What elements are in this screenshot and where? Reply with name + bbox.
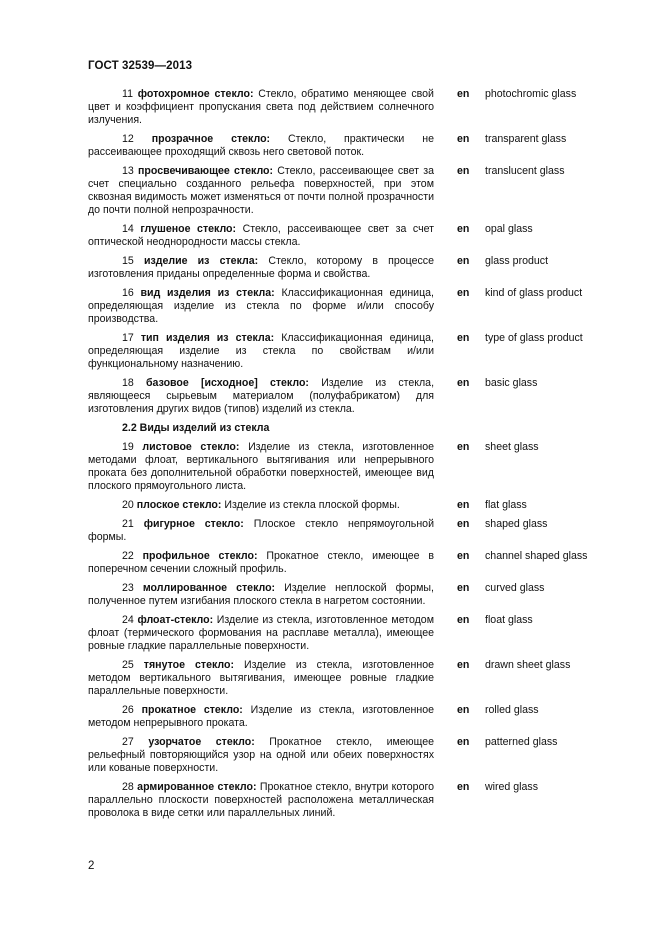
english-equivalent: basic glass (485, 377, 538, 389)
language-code: en (457, 550, 470, 562)
terms-group-kinds (88, 441, 608, 820)
english-equivalent: kind of glass product (485, 287, 583, 299)
term-name: прозрачное стекло: (151, 133, 271, 145)
term-name: тип изделия из стекла: (140, 332, 275, 344)
term-name: профильное стекло: (142, 550, 258, 562)
english-equivalent: flat glass (485, 499, 527, 511)
term-definition (88, 550, 434, 576)
term-definition-text: Прокатное стекло, имеющее в поперечном сечении сложный профиль. (88, 550, 435, 575)
term-definition (88, 133, 434, 159)
language-code: en (457, 165, 470, 177)
term-definition (88, 518, 434, 544)
term-entry (88, 659, 608, 698)
term-definition-text: Изделие из стекла, изготовленное методами флоат, вертикального вытягивания или непрерывного проката без дополнительной обработки поверхностей, имеющее вид плоского прямоугольного листа. (88, 441, 434, 492)
english-equivalent: sheet glass (485, 441, 539, 453)
term-entry (88, 133, 608, 159)
document-header: ГОСТ 32539—2013 (88, 60, 193, 72)
language-code: en (457, 255, 470, 267)
term-name: листовое стекло: (142, 441, 240, 453)
term-number: 13 (122, 165, 134, 177)
language-code: en (457, 287, 470, 299)
term-name: просвечивающее стекло: (138, 165, 274, 177)
term-entry (88, 518, 608, 544)
term-name: плоское стекло: (136, 499, 222, 511)
english-equivalent: shaped glass (485, 518, 548, 530)
language-code: en (457, 332, 470, 344)
term-definition (88, 223, 434, 249)
term-entry (88, 614, 608, 653)
term-definition (88, 441, 434, 493)
term-entry (88, 287, 608, 326)
language-code: en (457, 441, 470, 453)
term-entry (88, 736, 608, 775)
term-definition-text: Классификационная единица, определяющая изделие из стекла по свойствам и/или функциональному назначению. (88, 332, 434, 370)
term-name: вид изделия из стекла: (140, 287, 275, 299)
term-number: 15 (122, 255, 134, 267)
term-number: 22 (122, 550, 134, 562)
term-number: 21 (122, 518, 134, 530)
term-definition (88, 614, 434, 653)
language-code: en (457, 659, 470, 671)
term-definition (88, 499, 434, 512)
term-definition-text: Классификационная единица, определяющая изделие из стекла по форме и/или способу производства. (88, 287, 434, 325)
term-name: базовое [исходное] стекло: (146, 377, 309, 389)
term-number: 20 (122, 499, 134, 511)
language-code: en (457, 704, 470, 716)
term-number: 16 (122, 287, 134, 299)
language-code: en (457, 736, 470, 748)
term-definition-text: Изделие неплоской формы, полученное путем изгибания плоского стекла в нагретом состоянии. (88, 582, 434, 607)
term-definition-text: Плоское стекло непрямоугольной формы. (88, 518, 434, 543)
term-definition (88, 165, 434, 217)
term-entry (88, 781, 608, 820)
term-definition-text: Стекло, рассеивающее свет за счет оптической неоднородности массы стекла. (88, 223, 434, 248)
term-definition-text: Стекло, которому в процессе изготовления приданы определенные форма и свойства. (88, 255, 434, 280)
term-number: 19 (122, 441, 134, 453)
language-code: en (457, 614, 470, 626)
term-entry (88, 704, 608, 730)
language-code: en (457, 377, 470, 389)
term-definition (88, 704, 434, 730)
term-name: прокатное стекло: (141, 704, 243, 716)
english-equivalent: opal glass (485, 223, 533, 235)
term-definition-text: Стекло, обратимо меняющее свой цвет и коэффициент пропускания света под действием солнечного излучения. (88, 88, 434, 126)
term-number: 23 (122, 582, 134, 594)
term-definition-text: Стекло, рассеивающее свет за счет специально созданного рельефа поверхностей, при этом сквозная видимость может изменяться от почти полной прозрачности до почти полной непрозрачности. (88, 165, 434, 216)
term-number: 18 (122, 377, 134, 389)
term-entry (88, 165, 608, 217)
term-definition-text: Прокатное стекло, имеющее рельефный повторяющийся узор на одной или обеих поверхностях или кованые поверхности. (88, 736, 434, 774)
term-definition (88, 377, 434, 416)
term-entry (88, 441, 608, 493)
term-definition (88, 781, 434, 820)
term-entry (88, 377, 608, 416)
english-equivalent: channel shaped glass (485, 550, 588, 562)
language-code: en (457, 582, 470, 594)
english-equivalent: photochromic glass (485, 88, 577, 100)
term-definition (88, 736, 434, 775)
english-equivalent: type of glass product (485, 332, 583, 344)
term-name: моллированное стекло: (142, 582, 276, 594)
term-number: 24 (122, 614, 134, 626)
language-code: en (457, 518, 470, 530)
english-equivalent: glass product (485, 255, 549, 267)
term-number: 11 (122, 88, 133, 100)
english-equivalent: transparent glass (485, 133, 567, 145)
term-definition-text: Изделие из стекла, изготовленное методом вертикального вытягивания, имеющее ровные гладкие параллельные поверхности. (88, 659, 434, 697)
term-definition-text: Стекло, практически не рассеивающее проходящий сквозь него световой поток. (88, 133, 434, 158)
term-number: 27 (122, 736, 134, 748)
term-name: фигурное стекло: (143, 518, 244, 530)
term-definition (88, 287, 434, 326)
term-entry (88, 332, 608, 371)
term-name: армированное стекло: (137, 781, 257, 793)
term-number: 25 (122, 659, 134, 671)
english-equivalent: float glass (485, 614, 533, 626)
term-entry (88, 255, 608, 281)
term-entry (88, 582, 608, 608)
term-name: фотохромное стекло: (137, 88, 254, 100)
term-definition-text: Изделие из стекла плоской формы. (224, 499, 400, 511)
term-definition-text: Изделие из стекла, изготовленное методом непрерывного проката. (88, 704, 434, 729)
terms-list (88, 88, 608, 826)
term-name: изделие из стекла: (143, 255, 259, 267)
term-definition (88, 582, 434, 608)
language-code: en (457, 499, 470, 511)
term-definition-text: Изделие из стекла, изготовленное методом флоат (термического формования на расплаве металла), имеющее ровные гладкие параллельные поверхности. (88, 614, 434, 652)
term-number: 26 (122, 704, 134, 716)
term-name: глушеное стекло: (140, 223, 237, 235)
english-equivalent: wired glass (485, 781, 538, 793)
language-code: en (457, 223, 470, 235)
language-code: en (457, 133, 470, 145)
term-definition-text: Прокатное стекло, внутри которого параллельно плоскости поверхностей расположена металлическая проволока в виде сетки или параллельных линий. (88, 781, 434, 819)
language-code: en (457, 88, 470, 100)
language-code: en (457, 781, 470, 793)
english-equivalent: curved glass (485, 582, 545, 594)
term-name: флоат-стекло: (137, 614, 214, 626)
term-entry (88, 88, 608, 127)
term-number: 14 (122, 223, 134, 235)
english-equivalent: patterned glass (485, 736, 558, 748)
term-number: 12 (122, 133, 134, 145)
term-definition (88, 332, 434, 371)
term-name: узорчатое стекло: (148, 736, 255, 748)
term-definition (88, 255, 434, 281)
english-equivalent: translucent glass (485, 165, 565, 177)
english-equivalent: drawn sheet glass (485, 659, 571, 671)
term-number: 28 (122, 781, 134, 793)
term-definition-text: Изделие из стекла, являющееся сырьевым материалом (полуфабрикатом) для изготовления других видов (типов) изделий из стекла. (88, 377, 435, 415)
term-entry (88, 223, 608, 249)
term-number: 17 (122, 332, 134, 344)
term-definition (88, 88, 434, 127)
page-number: 2 (88, 860, 95, 872)
english-equivalent: rolled glass (485, 704, 539, 716)
term-name: тянутое стекло: (143, 659, 234, 671)
section-title: 2.2 Виды изделий из стекла (122, 422, 270, 434)
term-entry (88, 499, 608, 512)
terms-group-general (88, 88, 608, 416)
term-entry (88, 550, 608, 576)
term-definition (88, 659, 434, 698)
